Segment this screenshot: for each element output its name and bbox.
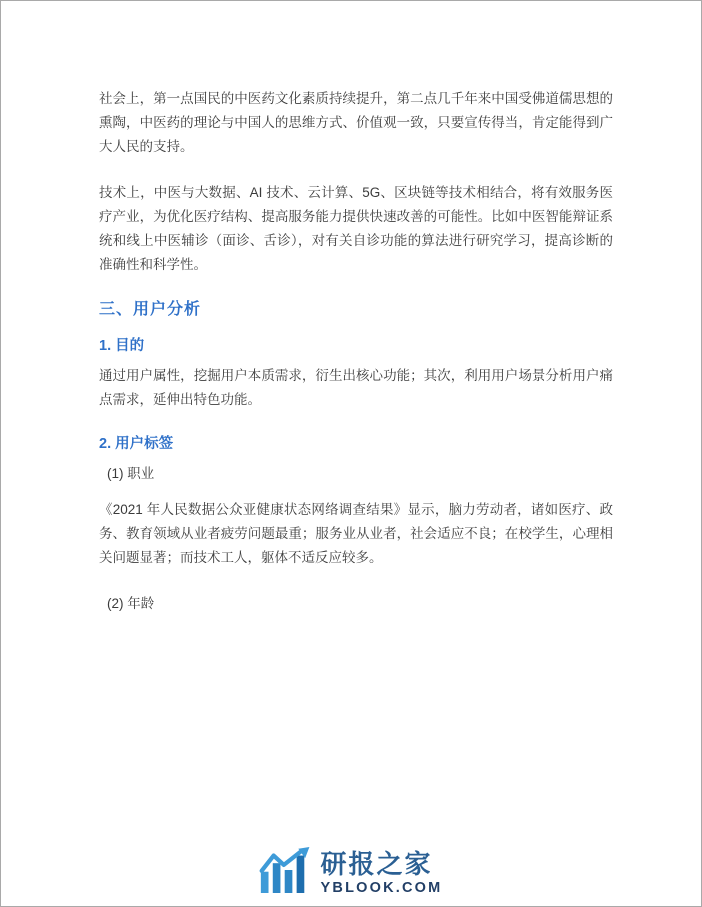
paragraph-society: 社会上，第一点国民的中医药文化素质持续提升，第二点几千年来中国受佛道儒思想的熏陶，中医药的理论与中国人的思维方式、价值观一致，只要宣传得当，肯定能得到广大人民的支持。 [99,91,613,154]
section-heading-user-analysis: 三、用户分析 [99,301,202,318]
paragraph-technology: 技术上，中医与大数据、AI 技术、云计算、5G、区块链等技术相结合，将有效服务医疗产业，为优化医疗结构、提高服务能力提供快速改善的可能性。比如中医智能辩证系统和线上中医辅诊（面诊、舌诊），对有关自诊功能的算法进行研究学习，提高诊断的准确性和科学性。 [99,185,613,272]
rising-bar-chart-arrow-icon [260,847,312,898]
list-item-age: (2) 年龄 [107,596,155,611]
watermark-logo [260,847,443,898]
watermark-text [321,850,443,896]
paragraph-occupation: 《2021 年人民数据公众亚健康状态网络调查结果》显示，脑力劳动者，诸如医疗、政务、教育领域从业者疲劳问题最重；服务业从业者，社会适应不良；在校学生，心理相关问题显著；而技术工人，躯体不适反应较多。 [99,502,613,565]
sub-heading-purpose: 1. 目的 [99,338,145,354]
brand-name: 研报之家 [320,848,433,879]
brand-domain: YBLOOK.COM [320,879,443,896]
list-item-occupation: (1) 职业 [107,466,155,481]
document-content [99,1,613,616]
paragraph-purpose: 通过用户属性，挖掘用户本质需求，衍生出核心功能；其次，利用用户场景分析用户痛点需求，延伸出特色功能。 [99,368,613,407]
sub-heading-user-tags: 2. 用户标签 [99,436,174,452]
